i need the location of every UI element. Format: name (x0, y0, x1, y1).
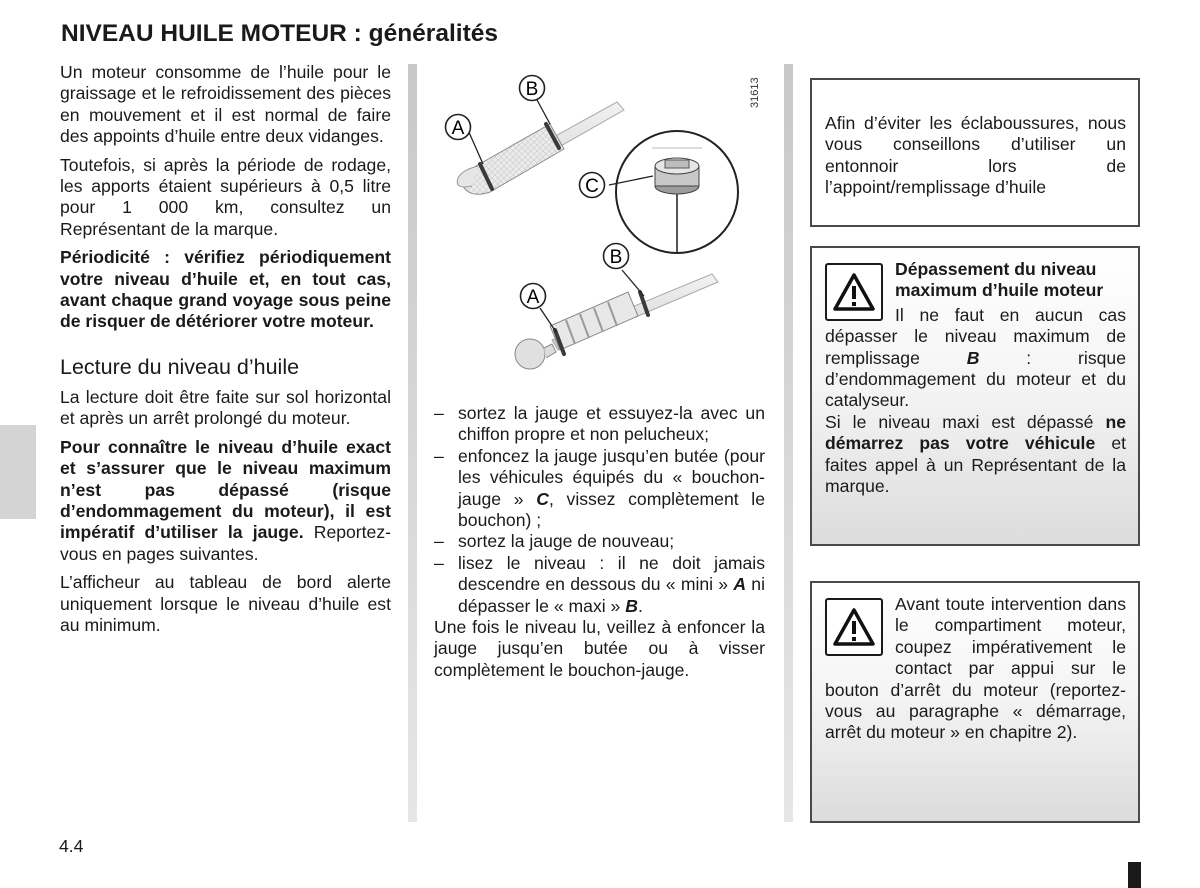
list-dash: – (434, 445, 444, 466)
step-ref-b: B (625, 595, 638, 616)
paragraph-running-in: Toutefois, si après la période de rodage, les apports étaient supérieurs à 0,5 litre pour 1 000 km, consultez un Représentant de la marque. (60, 154, 391, 239)
column-left (60, 62, 391, 643)
dipstick-reference: Reportez-vous en pages suivantes. (60, 522, 391, 564)
svg-text:A: A (526, 287, 540, 308)
warning-max-level-text: Il ne faut en aucun cas dépasser le niveau maximum de remplissage B : risque d’endommagement du moteur et du catalyseur. (825, 304, 1126, 411)
note-box-funnel (810, 78, 1140, 227)
paragraph-use-dipstick (60, 437, 391, 565)
column-middle (434, 403, 765, 681)
page-number: 4.4 (59, 836, 84, 856)
chapter-tab (0, 425, 36, 519)
warning-box-engine-off (810, 581, 1140, 823)
callout-c (580, 173, 605, 198)
step-ref-c: C (536, 488, 549, 509)
note-funnel-text: Afin d’éviter les éclaboussures, nous vous conseillons d’utiliser un entonnoir lors de l’appoint/remplissage d’huile (825, 113, 1126, 198)
warning-max-level-heading: Dépassement du niveau maximum d’huile moteur (895, 259, 1104, 301)
step-text-mid: ni dépasser le « maxi » (458, 574, 765, 616)
callout-a-lower (521, 284, 546, 309)
svg-text:B: B (525, 79, 539, 100)
column-divider-right (784, 64, 793, 822)
step-text-end: . (637, 595, 643, 616)
warning-box-max-level (810, 246, 1140, 546)
column-divider-left (408, 64, 417, 822)
procedure-steps (434, 403, 765, 617)
svg-text:B: B (609, 247, 623, 268)
step-text: lisez le niveau : il ne doit jamais descendre en dessous du « mini » (458, 552, 765, 595)
warning-max-level-action: Si le niveau maxi est dépassé ne démarrez pas votre véhicule et faites appel à un Représentant de la marque. (825, 411, 1126, 497)
callout-a-upper (446, 115, 471, 140)
list-dash: – (434, 552, 444, 573)
paragraph-level-ground: La lecture doit être faite sur sol horizontal et après un arrêt prolongé du moteur. (60, 386, 391, 429)
do-not-start-emphasis: ne démarrez pas votre véhicule (825, 411, 1126, 454)
paragraph-periodicity: Périodicité : vérifiez périodiquement votre niveau d’huile et, en tout cas, avant chaque grand voyage sous peine de risquer de détériorer votre moteur. (60, 247, 391, 332)
lower-dipstick (515, 274, 718, 369)
paragraph-dashboard-alert: L’afficheur au tableau de bord alerte uniquement lorsque le niveau d’huile est au minimum. (60, 572, 391, 635)
svg-text:A: A (451, 118, 465, 139)
warning-triangle-icon (825, 598, 883, 656)
list-item (434, 553, 765, 617)
dipstick-illustration (432, 64, 772, 396)
warning-triangle-icon (825, 263, 883, 321)
step-ref-a: A (733, 574, 747, 595)
step-text: sortez la jauge et essuyez-la avec un chiffon propre et non pelucheux; (458, 403, 765, 445)
list-dash: – (434, 403, 444, 423)
svg-text:C: C (585, 176, 599, 197)
list-item (434, 531, 765, 552)
step-text-cont: , vissez complètement le bouchon) ; (458, 488, 766, 531)
page-title: NIVEAU HUILE MOTEUR : généralités (61, 20, 498, 47)
callout-b-upper (520, 76, 545, 101)
list-dash: – (434, 531, 444, 552)
section-heading-reading: Lecture du niveau d’huile (60, 354, 300, 379)
callout-b-lower (604, 244, 629, 269)
page-corner-marker (1128, 862, 1141, 888)
list-item (434, 403, 765, 446)
step-text: enfoncez la jauge jusqu’en butée (pour les véhicules équipés du « bouchon-jauge » (458, 445, 765, 509)
max-level-ref-b: B (966, 347, 980, 368)
paragraph-after-reading: Une fois le niveau lu, veillez à enfoncer la jauge jusqu’en butée ou à visser complètement le bouchon-jauge. (434, 617, 765, 680)
figure-reference: 31613 (749, 77, 761, 108)
dipstick-cap-detail (616, 131, 738, 253)
list-item (434, 446, 765, 532)
warning-engine-off-text: Avant toute intervention dans le compartiment moteur, coupez impérativement le contact par appui sur le bouton d’arrêt du moteur (reportez-vous au paragraphe « démarrage, arrêt du moteur » en chapitre 2). (825, 594, 1126, 743)
step-text: sortez la jauge de nouveau; (458, 531, 675, 552)
paragraph-oil-consumption: Un moteur consomme de l’huile pour le graissage et le refroidissement des pièces en mouvement et il est normal de faire des appoints d’huile entre deux vidanges. (60, 62, 391, 147)
dipstick-emphasis: Pour connaître le niveau d’huile exact et s’assurer que le niveau maximum n’est pas dépassé (risque d’endommagement du moteur), il est impératif d’utiliser la jauge. (60, 436, 391, 543)
